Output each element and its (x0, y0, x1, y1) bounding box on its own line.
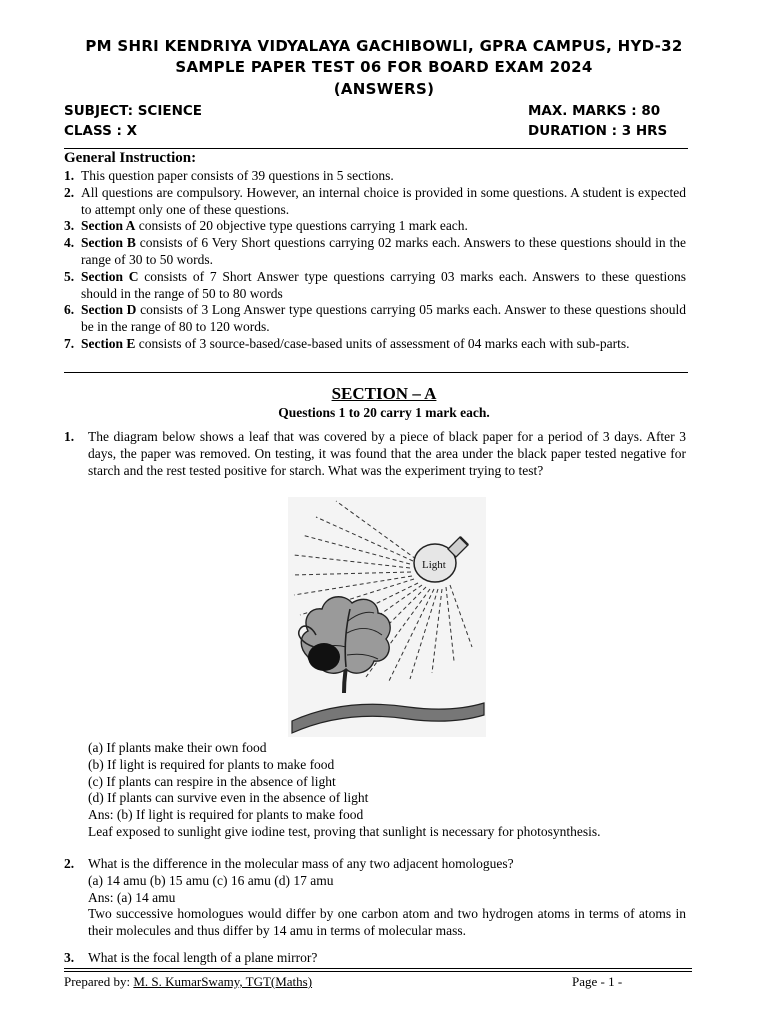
leaf-light-illustration (288, 497, 486, 737)
instruction-number: 6. (64, 302, 75, 318)
instruction-text: consists of 3 source-based/case-based units of assessment of 04 marks each with sub-parts. (135, 335, 630, 351)
page-number: Page - 1 - (572, 974, 623, 989)
instruction-item (64, 302, 686, 336)
instruction-item (64, 269, 686, 303)
instruction-number: 4. (64, 235, 75, 251)
instructions-title: General Instruction: (64, 150, 197, 166)
instructions-list (64, 168, 686, 353)
options-text: (a) 14 amu (b) 15 amu (c) 16 amu (d) 17 amu (88, 872, 334, 888)
instruction-section: Section C (81, 268, 139, 284)
question-text: What is the difference in the molecular mass of any two adjacent homologues? (88, 856, 514, 871)
question-2 (64, 856, 688, 940)
instruction-number: 5. (64, 268, 75, 284)
instruction-number: 3. (64, 218, 75, 234)
instruction-text: This question paper consists of 39 questions in 5 sections. (81, 168, 394, 183)
footer-rule (64, 968, 692, 969)
instruction-number: 7. (64, 335, 75, 351)
instruction-section: Section B (81, 235, 136, 251)
footer-credit (64, 974, 312, 990)
paper-title: SAMPLE PAPER TEST 06 FOR BOARD EXAM 2024 (175, 58, 593, 76)
instruction-item (64, 235, 686, 269)
answer-text: Ans: (a) 14 amu (88, 889, 176, 905)
option-b: (b) If light is required for plants to make food (88, 756, 335, 772)
instruction-section: Section D (81, 302, 137, 318)
instruction-item (64, 185, 686, 219)
instruction-text: consists of 20 objective type questions carrying 1 mark each. (135, 218, 468, 234)
footer-rule (64, 971, 692, 972)
school-name: PM SHRI KENDRIYA VIDYALAYA GACHIBOWLI, GPRA CAMPUS, HYD-32 (85, 37, 683, 55)
question-number: 2. (64, 856, 75, 871)
light-label: Light (422, 559, 446, 571)
author-name: M. S. KumarSwamy, TGT(Maths) (133, 974, 313, 989)
answer-text: Ans: (b) If light is required for plants to make food (88, 807, 364, 823)
instruction-text: All questions are compulsory. However, an internal choice is provided in some questions. A student is expected to attempt only one of these questions. (81, 184, 686, 217)
instruction-section: Section E (81, 335, 136, 351)
question-text: What is the focal length of a plane mirror? (88, 950, 318, 965)
question-number: 3. (64, 950, 75, 965)
subject-label: SUBJECT: SCIENCE (64, 103, 202, 119)
explanation-text: Leaf exposed to sunlight give iodine test, proving that sunlight is necessary for photosynthesis. (88, 823, 601, 839)
header-rule (64, 148, 688, 149)
section-subtitle: Questions 1 to 20 carry 1 mark each. (278, 405, 490, 420)
option-d: (d) If plants can survive even in the absence of light (88, 790, 369, 806)
answers-label: (ANSWERS) (333, 80, 435, 98)
instruction-item (64, 168, 686, 185)
question-number: 1. (64, 429, 75, 444)
instructions-rule (64, 372, 688, 373)
option-c: (c) If plants can respire in the absence of light (88, 773, 336, 789)
question-1 (64, 429, 688, 479)
section-title: SECTION – A (331, 384, 437, 403)
q1-options-and-answer (88, 740, 688, 841)
instruction-item (64, 218, 686, 235)
class-label: CLASS : X (64, 123, 138, 139)
option-a: (a) If plants make their own food (88, 740, 267, 755)
duration-label: DURATION : 3 HRS (528, 123, 668, 139)
prepared-by-label: Prepared by: (64, 974, 134, 989)
instruction-text: consists of 3 Long Answer type questions carrying 05 marks each. Answer to these questions should be in the range of 80 to 120 words. (81, 302, 686, 335)
instruction-text: consists of 6 Very Short questions carrying 02 marks each. Answers to these questions should in the range of 30 to 50 words. (81, 235, 686, 267)
instruction-number: 2. (64, 184, 75, 200)
question-text: The diagram below shows a leaf that was covered by a piece of black paper for a period of 3 days. After 3 days, the paper was removed. On testing, it was found that the area under the black paper tested negative for starch and the rest tested positive for starch. What was the experiment trying to test? (88, 429, 686, 478)
instruction-section: Section A (81, 218, 136, 234)
instruction-text: consists of 7 Short Answer type questions carrying 03 marks each. Answers to these questions should in the range of 50 to 80 words (81, 268, 686, 301)
instruction-number: 1. (64, 168, 75, 183)
leaf-experiment-figure (288, 497, 486, 737)
explanation-text: Two successive homologues would differ by one carbon atom and two hydrogen atoms in terms of atoms in their molecules and thus differ by 14 amu in terms of molecular mass. (88, 906, 686, 939)
question-3 (64, 950, 688, 967)
max-marks-label: MAX. MARKS : 80 (528, 103, 661, 119)
instruction-item (64, 336, 686, 353)
